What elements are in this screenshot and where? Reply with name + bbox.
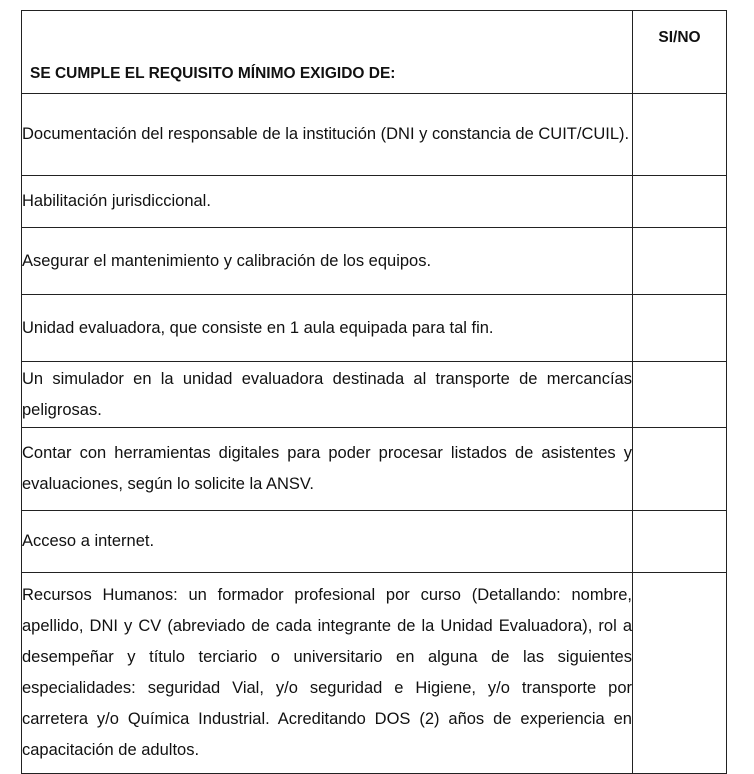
table-row	[22, 228, 727, 295]
answer-cell[interactable]	[633, 228, 727, 295]
requirement-cell: Documentación del responsable de la institución (DNI y constancia de CUIT/CUIL).	[22, 94, 633, 176]
answer-cell[interactable]	[633, 176, 727, 228]
table-row	[22, 176, 727, 228]
requirement-cell: Un simulador en la unidad evaluadora destinada al transporte de mercancías peligrosas.	[22, 362, 633, 428]
answer-cell[interactable]	[633, 428, 727, 511]
requirement-cell: Contar con herramientas digitales para poder procesar listados de asistentes y evaluaciones, según lo solicite la ANSV.	[22, 428, 633, 511]
requirements-table	[21, 10, 727, 774]
answer-cell[interactable]	[633, 295, 727, 362]
table-row	[22, 94, 727, 176]
table-row	[22, 295, 727, 362]
table-row	[22, 511, 727, 573]
requirement-column-header: SE CUMPLE EL REQUISITO MÍNIMO EXIGIDO DE:	[22, 11, 633, 94]
requirement-cell: Habilitación jurisdiccional.	[22, 176, 633, 228]
requirement-cell: Recursos Humanos: un formador profesional por curso (Detallando: nombre, apellido, DNI y CV (abreviado de cada integrante de la Unidad Evaluadora), rol a desempeñar y título terciario o universitario en alguna de las siguientes especialidades: seguridad Vial, y/o seguridad e Higiene, y/o transporte por carretera y/o Química Industrial. Acreditando DOS (2) años de experiencia en capacitación de adultos.	[22, 573, 633, 774]
answer-cell[interactable]	[633, 362, 727, 428]
requirement-cell: Asegurar el mantenimiento y calibración de los equipos.	[22, 228, 633, 295]
table-row	[22, 428, 727, 511]
table-header-row	[22, 11, 727, 94]
requirement-cell: Acceso a internet.	[22, 511, 633, 573]
answer-cell[interactable]	[633, 94, 727, 176]
answer-cell[interactable]	[633, 573, 727, 774]
table-row	[22, 362, 727, 428]
table-row	[22, 573, 727, 774]
si-no-column-header: SI/NO	[633, 11, 727, 94]
requirement-cell: Unidad evaluadora, que consiste en 1 aula equipada para tal fin.	[22, 295, 633, 362]
answer-cell[interactable]	[633, 511, 727, 573]
